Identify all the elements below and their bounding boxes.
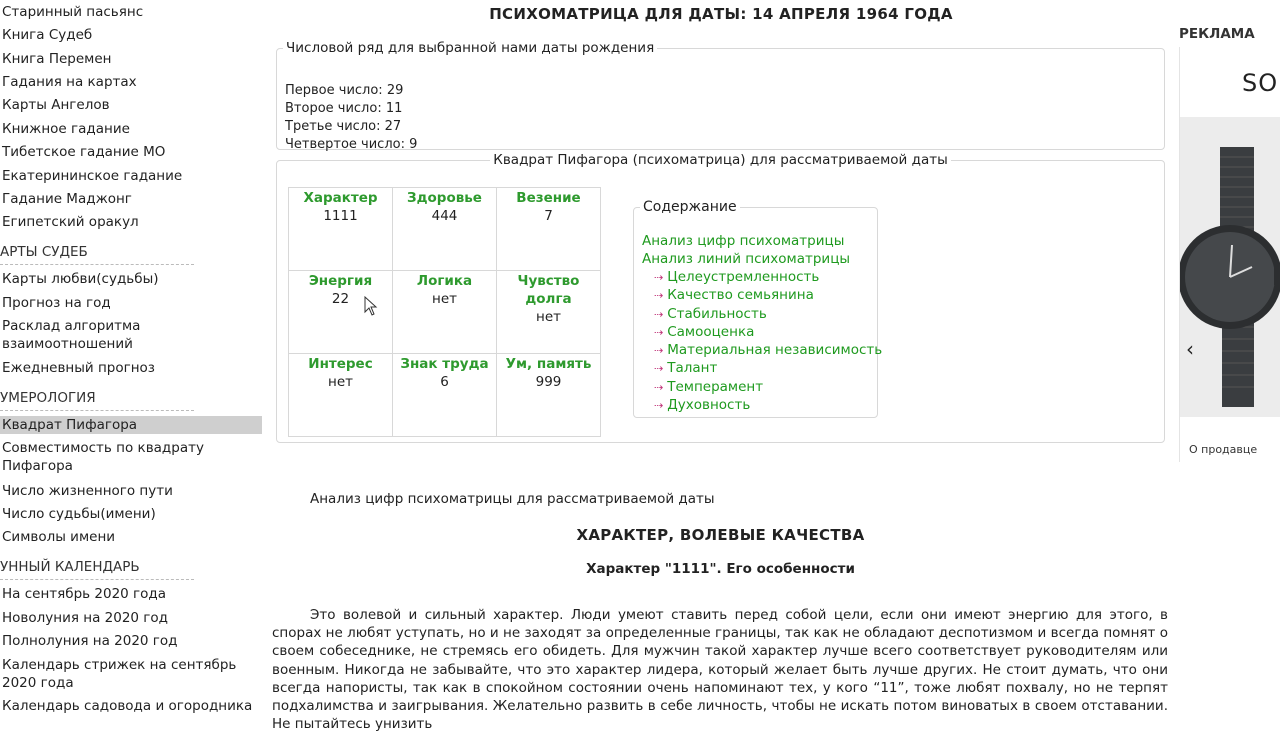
arrow-icon: ⇢ bbox=[654, 289, 664, 302]
sidebar-item-new-moons-2020[interactable]: Новолуния на 2020 год bbox=[2, 610, 168, 626]
cell-value: 22 bbox=[331, 291, 350, 307]
ad-label: РЕКЛАМА bbox=[1179, 26, 1255, 42]
sidebar bbox=[0, 0, 262, 720]
cell-health bbox=[393, 188, 497, 271]
sidebar-item-daily-forecast[interactable]: Ежедневный прогноз bbox=[2, 360, 155, 376]
toc-link-line-analysis[interactable]: Анализ линий психоматрицы bbox=[642, 251, 851, 267]
arrow-icon: ⇢ bbox=[654, 399, 664, 412]
toc-link-digit-analysis[interactable]: Анализ цифр психоматрицы bbox=[642, 233, 845, 249]
ad-banner[interactable] bbox=[1179, 47, 1280, 462]
sidebar-item-card-divination[interactable]: Гадания на картах bbox=[2, 74, 137, 90]
sidebar-item-name-symbols[interactable]: Символы имени bbox=[2, 529, 116, 545]
ad-prev-arrow[interactable]: ‹ bbox=[1186, 337, 1194, 361]
cell-title: Знак труда bbox=[400, 356, 489, 372]
toc-link-spirituality[interactable]: ⇢ Духовность bbox=[654, 397, 751, 413]
psychomatrix-grid bbox=[288, 187, 601, 437]
toc-link-self-esteem[interactable]: ⇢ Самооценка bbox=[654, 324, 755, 340]
cell-title: Здоровье bbox=[407, 190, 482, 206]
arrow-icon: ⇢ bbox=[654, 344, 664, 357]
sidebar-item-destiny-number[interactable]: Число судьбы(имени) bbox=[2, 506, 156, 522]
cell-interest bbox=[289, 354, 393, 437]
ad-brand-area bbox=[1180, 47, 1280, 118]
analysis-heading: Анализ цифр психоматрицы для рассматриваемой даты bbox=[310, 491, 715, 507]
toc-link-talent[interactable]: ⇢ Талант bbox=[654, 360, 718, 376]
sidebar-item-gardener-calendar[interactable]: Календарь садовода и огородника bbox=[2, 698, 253, 714]
toc-link-stability[interactable]: ⇢ Стабильность bbox=[654, 306, 767, 322]
cell-value: нет bbox=[328, 374, 353, 390]
page-title: ПСИХОМАТРИЦА ДЛЯ ДАТЫ: 14 АПРЕЛЯ 1964 ГОДА bbox=[489, 5, 953, 23]
cell-title: Интерес bbox=[308, 356, 373, 372]
ad-seller-link[interactable]: О продавце bbox=[1189, 443, 1258, 456]
sidebar-item-catherine[interactable]: Екатерининское гадание bbox=[2, 168, 183, 184]
cell-title: Чувство долга bbox=[517, 273, 580, 307]
first-number: Первое число: 29 bbox=[285, 83, 404, 98]
toc-link-purposefulness[interactable]: ⇢ Целеустремленность bbox=[654, 269, 820, 285]
cell-title: Ум, память bbox=[505, 356, 592, 372]
cell-value: нет bbox=[536, 309, 561, 325]
fourth-number: Четвертое число: 9 bbox=[285, 137, 418, 152]
sidebar-section-fate-cards: АРТЫ СУДЕБ bbox=[0, 243, 194, 265]
second-number: Второе число: 11 bbox=[285, 101, 403, 116]
cell-character bbox=[289, 188, 393, 271]
cell-title: Логика bbox=[416, 273, 473, 289]
arrow-icon: ⇢ bbox=[654, 326, 664, 339]
cell-labor bbox=[393, 354, 497, 437]
sidebar-item-book-of-changes[interactable]: Книга Перемен bbox=[2, 51, 112, 67]
ad-product-image[interactable] bbox=[1180, 117, 1280, 417]
cell-value: 999 bbox=[535, 374, 562, 390]
cell-value: 7 bbox=[544, 208, 553, 224]
sidebar-item-love-cards[interactable]: Карты любви(судьбы) bbox=[2, 271, 159, 287]
cell-value: нет bbox=[432, 291, 457, 307]
cell-logic bbox=[393, 271, 497, 354]
table-of-contents bbox=[633, 199, 883, 418]
sidebar-item-year-forecast[interactable]: Прогноз на год bbox=[2, 295, 111, 311]
toc-link-temperament[interactable]: ⇢ Темперамент bbox=[654, 379, 764, 395]
third-number: Третье число: 27 bbox=[285, 119, 402, 134]
sidebar-item-mahjong[interactable]: Гадание Маджонг bbox=[2, 191, 132, 207]
arrow-icon: ⇢ bbox=[654, 362, 664, 375]
cell-title: Энергия bbox=[308, 273, 373, 289]
number-series-legend: Числовой ряд для выбранной нами даты рождения bbox=[286, 40, 655, 56]
cell-title: Везение bbox=[516, 190, 581, 206]
sidebar-item-angel-cards[interactable]: Карты Ангелов bbox=[2, 97, 110, 113]
sidebar-item-september-2020[interactable]: На сентябрь 2020 года bbox=[2, 586, 167, 602]
pythagoras-square-legend: Квадрат Пифагора (психоматрица) для рассматриваемой даты bbox=[493, 152, 948, 168]
sidebar-item-full-moons-2020[interactable]: Полнолуния на 2020 год bbox=[2, 633, 178, 649]
sidebar-item-haircut-calendar[interactable]: Календарь стрижек на сентябрь 2020 года bbox=[2, 657, 237, 691]
sidebar-section-lunar-calendar: УННЫЙ КАЛЕНДАРЬ bbox=[0, 558, 194, 580]
mouse-cursor-icon bbox=[364, 296, 378, 316]
sidebar-item-book-of-fates[interactable]: Книга Судеб bbox=[2, 27, 93, 43]
ad-brand-logo: SO bbox=[1242, 69, 1279, 97]
cell-mind-memory bbox=[497, 354, 601, 437]
arrow-icon: ⇢ bbox=[654, 271, 664, 284]
sidebar-item-relationship-spread[interactable]: Расклад алгоритма взаимоотношений bbox=[2, 318, 141, 352]
sidebar-item-pythagoras-compatibility[interactable]: Совместимость по квадрату Пифагора bbox=[2, 440, 204, 474]
toc-link-material-independence[interactable]: ⇢ Материальная независимость bbox=[654, 342, 883, 358]
pythagoras-square-box bbox=[276, 152, 1165, 443]
cell-value: 6 bbox=[440, 374, 449, 390]
watch-icon bbox=[1180, 117, 1280, 417]
number-series-box bbox=[276, 40, 1165, 150]
character-subheading: Характер "1111". Его особенности bbox=[586, 561, 855, 577]
sidebar-item-pythagoras-square[interactable]: Квадрат Пифагора bbox=[0, 416, 262, 434]
sidebar-section-numerology: УМЕРОЛОГИЯ bbox=[0, 389, 194, 411]
sidebar-item-book-divination[interactable]: Книжное гадание bbox=[2, 121, 130, 137]
character-description: Это волевой и сильный характер. Люди умеют ставить перед собой цели, если они имеют энергию для этого, в спорах не любят уступать, но и не заходят за определенные границы, так как не обладают деспотизмом и всегда помнят о своем собеседнике, не стремясь его обидеть. Для мужчин такой характер лучше всего соответствует руководителям или военным. Никогда не забывайте, что это характер лидера, который желает быть лучше других. Не стоит думать, что они всегда напористы, так как в спокойном состоянии очень напоминают тех, у кого “11”, тоже любят похвалу, но не терпят подхалимства и заигрывания. Желательно развить в себе личность, чтобы не искать потом виноватых в своем отставании. Не пытайтесь унизить bbox=[272, 607, 1168, 733]
arrow-icon: ⇢ bbox=[654, 381, 664, 394]
cell-duty bbox=[497, 271, 601, 354]
sidebar-item-old-solitaire[interactable]: Старинный пасьянс bbox=[2, 4, 144, 20]
cell-title: Характер bbox=[303, 190, 378, 206]
sidebar-item-tibetan-mo[interactable]: Тибетское гадание МО bbox=[2, 144, 166, 160]
sidebar-item-egyptian-oracle[interactable]: Египетский оракул bbox=[2, 214, 139, 230]
arrow-icon: ⇢ bbox=[654, 308, 664, 321]
toc-legend: Содержание bbox=[643, 199, 737, 215]
cell-value: 1111 bbox=[323, 208, 358, 224]
toc-link-family-quality[interactable]: ⇢ Качество семьянина bbox=[654, 287, 814, 303]
cell-luck bbox=[497, 188, 601, 271]
character-heading: ХАРАКТЕР, ВОЛЕВЫЕ КАЧЕСТВА bbox=[576, 526, 865, 544]
sidebar-item-life-path-number[interactable]: Число жизненного пути bbox=[2, 483, 173, 499]
cell-value: 444 bbox=[431, 208, 458, 224]
